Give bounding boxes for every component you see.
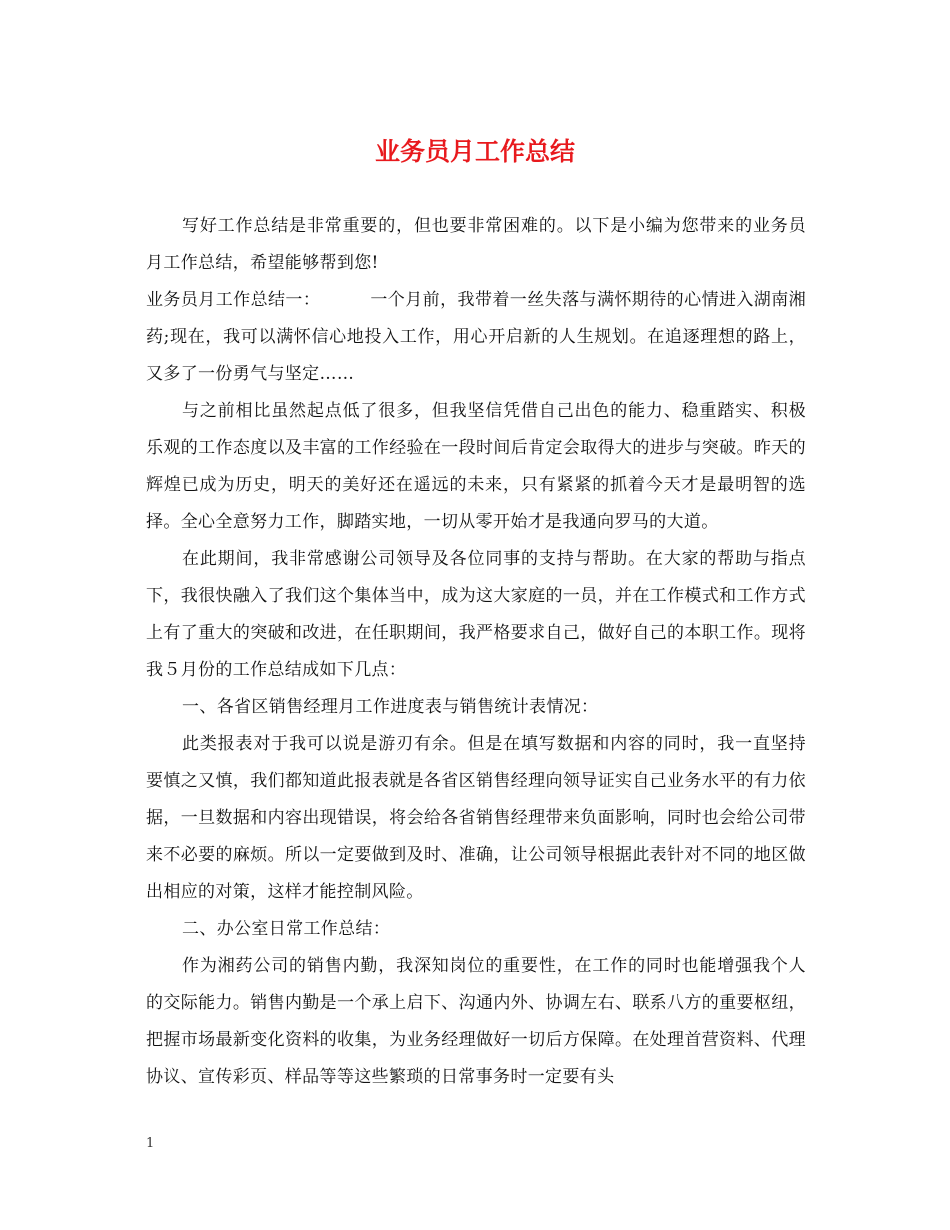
document-title: 业务员月工作总结 <box>374 137 575 166</box>
paragraph-thanks-text: 在此期间，我非常感谢公司领导及各位同事的支持与帮助。在大家的帮助与指点下，我很快融入了我们这个集体当中，成为这大家庭的一员，并在工作模式和工作方式上有了重大的突破和改进，在任职期间，我严格要求自己，做好自己的本职工作。现将我５月份的工作总结成如下几点： <box>146 549 806 680</box>
paragraph-comparison <box>146 393 806 541</box>
paragraph-summary-one <box>146 282 806 393</box>
paragraph-reports <box>146 726 806 911</box>
paragraph-office <box>146 948 806 1096</box>
section-heading-two-text: 二、办公室日常工作总结： <box>182 919 391 939</box>
page-number: 1 <box>146 1136 155 1151</box>
paragraph-reports-text: 此类报表对于我可以说是游刃有余。但是在填写数据和内容的同时，我一直坚持要慎之又慎，我们都知道此报表就是各省区销售经理向领导证实自己业务水平的有力依据，一旦数据和内容出现错误，将会给各省销售经理带来负面影响，同时也会给公司带来不必要的麻烦。所以一定要做到及时、准确，让公司领导根据此表针对不同的地区做出相应的对策，这样才能控制风险。 <box>146 734 806 902</box>
summary-one-heading: 业务员月工作总结一： <box>146 290 321 310</box>
paragraph-office-text: 作为湘药公司的销售内勤，我深知岗位的重要性，在工作的同时也能增强我个人的交际能力。销售内勤是一个承上启下、沟通内外、协调左右、联系八方的重要枢纽，把握市场最新变化资料的收集，为业务经理做好一切后方保障。在处理首营资料、代理协议、宣传彩页、样品等等这些繁琐的日常事务时一定要有头 <box>146 956 806 1087</box>
section-heading-one-text: 一、各省区销售经理月工作进度表与销售统计表情况： <box>182 697 599 717</box>
document-body <box>146 208 806 1096</box>
summary-one-text: 一个月前，我带着一丝失落与满怀期待的心情进入湖南湘药;现在，我可以满怀信心地投入工作，用心开启新的人生规划。在追逐理想的路上，又多了一份勇气与坚定…… <box>146 290 807 384</box>
section-heading-two <box>146 911 806 948</box>
paragraph-comparison-text: 与之前相比虽然起点低了很多，但我坚信凭借自己出色的能力、稳重踏实、积极乐观的工作态度以及丰富的工作经验在一段时间后肯定会取得大的进步与突破。昨天的辉煌已成为历史，明天的美好还在遥远的未来，只有紧紧的抓着今天才是最明智的选择。全心全意努力工作，脚踏实地，一切从零开始才是我通向罗马的大道。 <box>146 401 806 532</box>
paragraph-intro <box>146 208 806 282</box>
section-heading-one <box>146 689 806 726</box>
paragraph-thanks <box>146 541 806 689</box>
paragraph-intro-text: 写好工作总结是非常重要的，但也要非常困难的。以下是小编为您带来的业务员月工作总结，希望能够帮到您! <box>146 216 806 273</box>
